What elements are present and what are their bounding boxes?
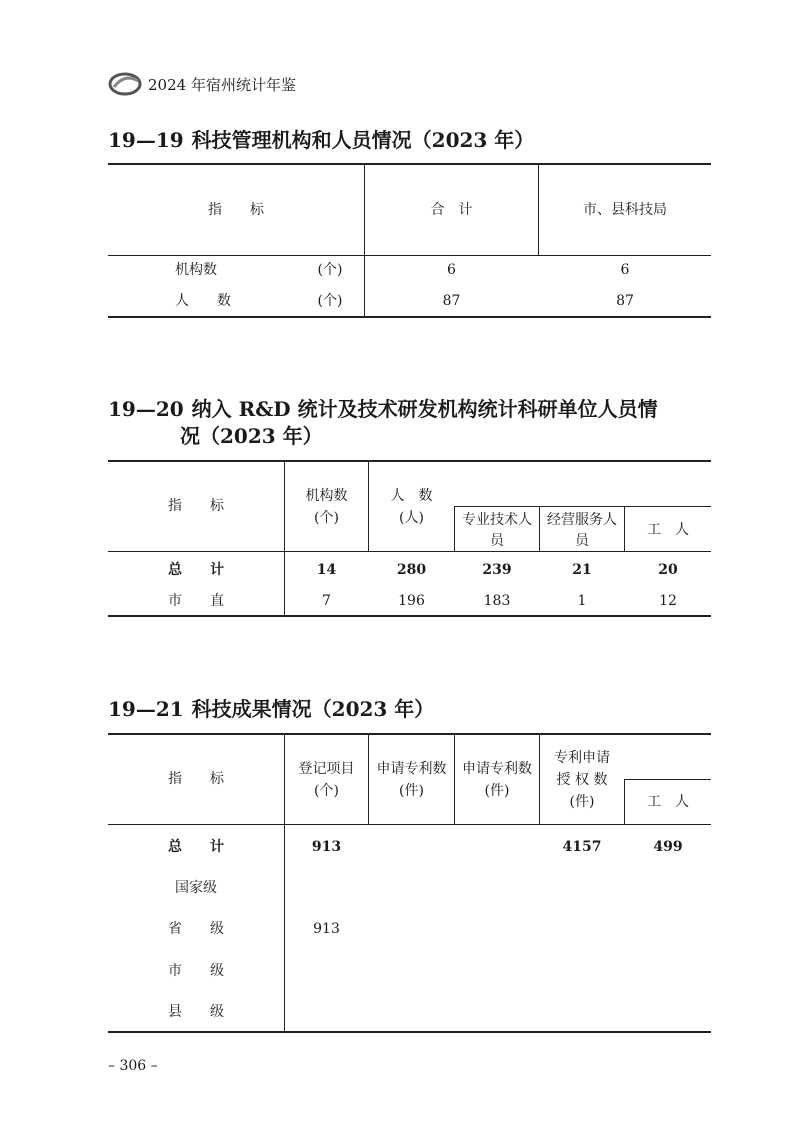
cell-total: 87: [442, 293, 461, 309]
header-rule: [108, 824, 711, 825]
cell-workers: 20: [658, 562, 678, 578]
col-header-total: 合 计: [430, 202, 473, 218]
cell-workers: 499: [653, 839, 683, 855]
col-header-registered-unit: (个): [314, 783, 339, 799]
table-19-20-title-cont: [180, 420, 323, 449]
table-title: 科技成果情况（2023 年）: [191, 697, 435, 721]
col-header-workers: 工 人: [647, 522, 689, 538]
row-label: 市 级: [168, 963, 224, 979]
cell-city: 6: [620, 262, 630, 278]
row-unit: (个): [317, 293, 343, 309]
col-header-org-unit: (个): [314, 510, 339, 526]
cell-org: 7: [322, 593, 331, 609]
col-header-patent-applications-2: 申请专利数: [462, 761, 532, 777]
cell-registered: 913: [313, 921, 340, 937]
col-header-patent-applications-2-unit: (件): [484, 783, 510, 799]
table-number: 19—20: [108, 397, 184, 421]
table-title: 科技管理机构和人员情况（2023 年）: [191, 128, 535, 152]
row-unit: (个): [317, 262, 343, 278]
cell-people: 196: [398, 593, 425, 609]
col-header-registered-projects: 登记项目: [298, 761, 355, 777]
table-top-rule: [108, 163, 711, 165]
running-title: 2024 年宿州统计年鉴: [148, 75, 296, 94]
row-label: 机构数: [175, 262, 217, 278]
row-label: 市 直: [168, 593, 224, 609]
running-header: [108, 70, 296, 98]
cell-tech: 239: [482, 562, 512, 578]
col-header-indicator: 指 标: [168, 771, 224, 787]
table-top-rule: [108, 733, 711, 735]
table-number: 19—19: [108, 128, 184, 152]
cell-registered: 913: [311, 839, 342, 855]
table-19-21-title: [108, 693, 434, 722]
col-header-tech-staff: 专业技术人: [462, 512, 532, 528]
col-header-patent-applications-unit: (件): [399, 783, 424, 799]
table-19-20-title: [108, 393, 658, 422]
col-header-patents-granted: 专利申请: [554, 750, 610, 766]
cell-tech: 183: [483, 593, 511, 609]
col-header-people-unit: (人): [399, 510, 424, 526]
table-title-line-2: 况（2023 年）: [180, 424, 323, 448]
table-bottom-rule: [108, 316, 711, 318]
col-header-tech-staff-2: 员: [490, 533, 504, 549]
col-header-service-staff: 经营服务人: [547, 512, 617, 528]
cell-workers: 12: [659, 593, 677, 609]
col-header-workers: 工 人: [647, 794, 689, 810]
cell-org: 14: [316, 562, 337, 578]
table-title-line-1: 纳入 R&D 统计及技术研发机构统计科研单位人员情: [191, 397, 658, 421]
cell-granted: 4157: [562, 839, 602, 855]
table-number: 19—21: [108, 697, 184, 721]
col-header-org-count: 机构数: [305, 488, 348, 504]
col-header-indicator: 指 标: [168, 498, 224, 514]
row-label: 人 数: [175, 293, 231, 309]
row-label: 总 计: [168, 562, 224, 578]
header-rule: [108, 255, 711, 256]
cell-city: 87: [616, 293, 634, 309]
row-label: 国家级: [175, 880, 217, 896]
subheader-rule: [624, 779, 711, 780]
page-number: – 306 –: [108, 1058, 158, 1074]
table-bottom-rule: [108, 1031, 711, 1033]
col-header-patents-granted-unit: (件): [569, 794, 595, 810]
table-top-rule: [108, 460, 711, 462]
table-19-19-title: [108, 124, 534, 153]
col-header-patent-applications: 申请专利数: [376, 761, 447, 777]
yearbook-logo-icon: [108, 71, 142, 97]
row-label: 总 计: [168, 839, 224, 855]
col-header-people: 人 数: [390, 488, 433, 504]
col-header-service-staff-2: 员: [575, 533, 589, 549]
cell-total: 6: [447, 262, 456, 278]
cell-service: 21: [572, 562, 592, 578]
table-bottom-rule: [108, 615, 711, 617]
col-header-indicator: 指 标: [208, 202, 264, 218]
row-label: 县 级: [168, 1004, 224, 1020]
row-label: 省 级: [168, 921, 224, 937]
col-header-city-county: 市、县科技局: [583, 202, 667, 218]
cell-people: 280: [396, 562, 427, 578]
subheader-rule: [454, 506, 711, 507]
col-header-patents-granted-2: 授 权 数: [556, 772, 608, 788]
cell-service: 1: [577, 593, 587, 609]
